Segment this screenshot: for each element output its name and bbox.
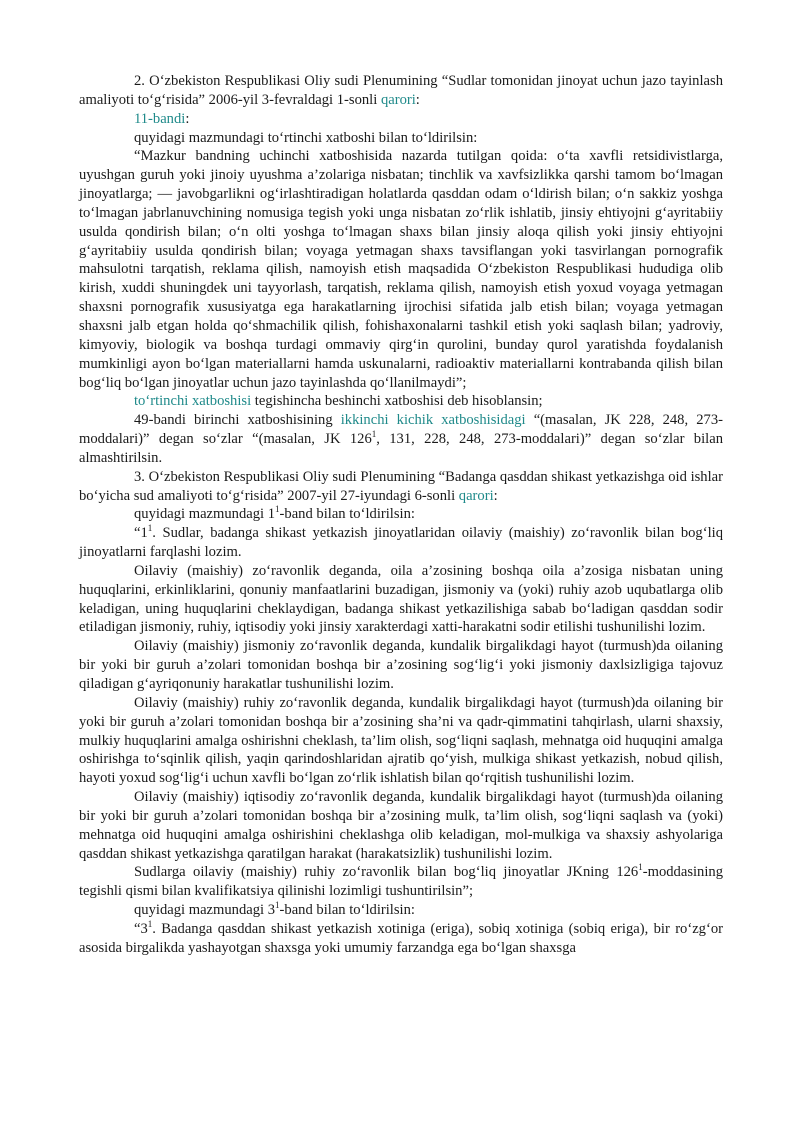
paragraph-text: -band bilan to‘ldirilsin: <box>279 902 415 919</box>
paragraph-band-49 <box>79 411 723 468</box>
paragraph-text: “Mazkur bandning uchinchi xatboshisida nazarda tutilgan qoida: o‘ta xavfli retsidivistlarga, uyushgan guruh yoki jinoiy uyushma a’zolariga nisbatan; tinchlik va xavfsizlikka qarshi tamom bo‘lmagan jinoyatlarga; — javobgarlikni og‘irlashtiradigan holatlarda qasddan odam o‘ldirish bilan; o‘n sakkiz yoshga to‘lmagan jabrlanuvchining nomusiga tegish yoki unga nisbatan zo‘rlik ishlatib, jinsiy ehtiyojni g‘ayritabiiy usulda qondirish bilan; o‘n olti yoshga to‘lmagan shaxs bilan jinsiy aloqa qilish yoki jinsiy ehtiyojni g‘ayritabiiy usulda qondirish bilan; voyaga yetmagan shaxs tavsiflangan yoki tasvirlangan pornografik mahsulotni tarqatish, reklama qilish, namoyish etish maqsadida O‘zbekiston Respublikasi hududiga olib kirish, xuddi shuningdek uni tayyorlash, tarqatish, reklama qilish, namoyish etish yoxud voyaga yetmagan shaxsni pornografik xususiyatga ega harakatlarning ijrochisi sifatida jalb etish bilan; voyaga yetmagan shaxsni jalb etgan holda qo‘shmachilik qilish, fohishaxonalarni tashkil etish yoki saqlash bilan; yadroviy, kimyoviy, biologik va boshqa turdagi ommaviy qirg‘in qurolini, bunday qurol yaratishda foydalanish mumkinligi ayon bo‘lgan materiallarni hamda uskunalarni, radioaktiv materiallarni kontrabanda qilish bilan bog‘liq bo‘lgan jinoyatlar uchun jazo tayinlashda qo‘llanilmaydi”; <box>79 148 723 391</box>
paragraph-item-3 <box>79 468 723 506</box>
qarori-link-2[interactable]: qarori <box>458 487 494 504</box>
paragraph-text: Sudlarga oilaviy (maishiy) ruhiy zo‘ravonlik bilan bog‘liq jinoyatlar JKning 126 <box>134 864 639 881</box>
paragraph-physical-violence <box>79 637 723 694</box>
superscript: 1 <box>275 504 280 515</box>
paragraph-text: -moddasining tegishli qismi bilan kvalifikatsiya qilinishi lozimligi tushuntirilsin”; <box>79 864 723 900</box>
paragraph-instruction-3 <box>79 901 723 920</box>
paragraph-text: tegishincha beshinchi xatboshisi deb hisoblansin; <box>251 393 543 410</box>
paragraph-band-3-1 <box>79 920 723 958</box>
paragraph-text: Oilaviy (maishiy) ruhiy zo‘ravonlik deganda, kundalik birgalikdagi hayot (turmush)da oilaning bir yoki bir guruh a’zolari tomonidan boshqa bir a’zosining sha’ni va qadr-qimmatini tahqirlash, ularni shaxsiy, mulkiy huquqlarini amalga oshirishni cheklash, ta’lim olish, sog‘liqni saqlash, mehnatga oid huquqini amalga oshirishga to‘sqinlik qilish, yaqin qarindoshlaridan ajratib qo‘yish, mulkiga shikast yetkazish, nobud qilish, hayoti yoxud sog‘lig‘i uchun xavfli bo‘lgan zo‘rlik ishlatish bilan qo‘rqitish tushunilishi lozim. <box>79 694 723 787</box>
paragraph-text: . Badanga qasddan shikast yetkazish xotiniga (eriga), sobiq xotiniga (sobiq eriga), bir ro‘zg‘or asosida birgalikda yashayotgan shaxsga yoki umumiy farzandga ega bo‘lgan shaxsga <box>79 920 723 956</box>
paragraph-instruction-2 <box>79 505 723 524</box>
paragraph-quoted-rule <box>79 147 723 392</box>
paragraph-text: quyidagi mazmundagi to‘rtinchi xatboshi bilan to‘ldirilsin: <box>134 129 478 146</box>
paragraph-text: “3 <box>134 920 148 937</box>
paragraph-text: -band bilan to‘ldirilsin: <box>279 506 415 523</box>
paragraph-text: 2. O‘zbekiston Respublikasi Oliy sudi Plenumining “Sudlar tomonidan jinoyat uchun jazo tayinlash amaliyoti to‘g‘risida” 2006-yil 3-fevraldagi 1-sonli <box>79 73 723 108</box>
superscript: 1 <box>638 862 643 873</box>
second-subparagraph-link[interactable]: ikkinchi kichik xatboshisidagi <box>340 412 526 429</box>
paragraph-band-1-1 <box>79 524 723 562</box>
paragraph-text: Oilaviy (maishiy) jismoniy zo‘ravonlik deganda, kundalik birgalikdagi hayot (turmush)da oilaning bir yoki bir guruh a’zolari tomonidan boshqa bir a’zosining sog‘lig‘i yoki jismoniy daxlsizligiga tajovuz qiladigan g‘ayriqonuniy harakatlar tushunilishi lozim. <box>79 638 723 692</box>
paragraph-text: “(masalan, JK 228, 248, 273-moddalari)” degan so‘zlar “(masalan, JK 126 <box>79 412 723 448</box>
fourth-paragraph-link[interactable]: to‘rtinchi xatboshisi <box>134 393 252 410</box>
paragraph-text: quyidagi mazmundagi 1 <box>134 506 276 523</box>
paragraph-psychological-violence <box>79 694 723 788</box>
punctuation: : <box>185 110 190 127</box>
paragraph-band-11 <box>79 110 723 129</box>
band-11-link[interactable]: 11-bandi <box>134 110 186 127</box>
superscript: 1 <box>371 429 377 440</box>
paragraph-qualification <box>79 863 723 901</box>
paragraph-item-2 <box>79 72 723 110</box>
punctuation: : <box>493 487 498 504</box>
superscript: 1 <box>275 900 280 911</box>
paragraph-text: 3. O‘zbekiston Respublikasi Oliy sudi Plenumining “Badanga qasddan shikast yetkazishga oid ishlar bo‘yicha sud amaliyoti to‘g‘risida” 2007-yil 27-iyundagi 6-sonli <box>79 468 723 504</box>
paragraph-text: Oilaviy (maishiy) zo‘ravonlik deganda, oila a’zosining boshqa oila a’zosiga nisbatan uning huquqlarini, erkinliklarini, qonuniy manfaatlarini buzadigan, jismoniy va (yoki) ruhiy azob uqubatlarga olib keladigan, uning huquqlarini cheklaydigan, badanga shikast yetkazilishiga sabab bo‘ladigan qasddan sodir etiladigan jismoniy, ruhiy, iqtisodiy yoki jinsiy xarakterdagi xatti-harakatni sodir etilishi tushunilishi lozim. <box>79 562 723 636</box>
punctuation: : <box>415 91 420 108</box>
paragraph-text: 49-bandi birinchi xatboshisining <box>134 412 341 429</box>
superscript: 1 <box>147 523 153 534</box>
paragraph-text: “1 <box>134 525 148 542</box>
paragraph-text: , 131, 228, 248, 273-moddalari)” degan so‘zlar bilan almashtirilsin. <box>79 431 723 466</box>
paragraph-text: quyidagi mazmundagi 3 <box>134 902 276 919</box>
paragraph-renumber <box>79 392 723 411</box>
paragraph-economic-violence <box>79 788 723 863</box>
paragraph-domestic-violence-definition <box>79 562 723 637</box>
paragraph-text: . Sudlar, badanga shikast yetkazish jinoyatlaridan oilaviy (maishiy) zo‘ravonlik bilan bog‘liq jinoyatlarni farqlashi lozim. <box>79 525 723 561</box>
qarori-link[interactable]: qarori <box>380 91 416 108</box>
superscript: 1 <box>147 919 153 930</box>
paragraph-text: Oilaviy (maishiy) iqtisodiy zo‘ravonlik deganda, kundalik birgalikdagi hayot (turmush)da oilaning bir yoki bir guruh a’zolari tomonidan boshqa bir a’zosining mulk, ta’lim olish, sog‘liqni saqlash va (yoki) mehnatga oid huquqini amalga oshirishini cheklashga olib keladigan, mol-mulkiga va shaxsiy ashyolariga qasddan shikast yetkazishga qaratilgan harakat (harakatsizlik) tushunilishi lozim. <box>79 789 723 862</box>
document-page <box>79 72 723 958</box>
paragraph-instruction <box>79 129 723 148</box>
